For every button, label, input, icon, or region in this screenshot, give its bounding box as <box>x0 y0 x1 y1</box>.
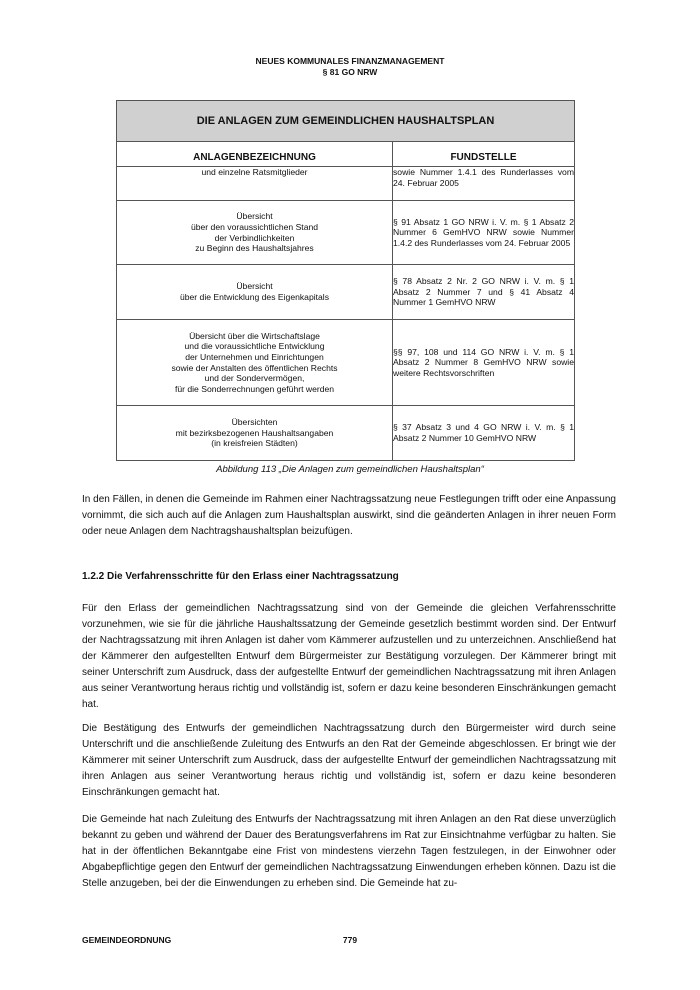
table-title: DIE ANLAGEN ZUM GEMEINDLICHEN HAUSHALTSPLAN <box>117 101 575 142</box>
figure-caption: Abbildung 113 „Die Anlagen zum gemeindlichen Haushaltsplan“ <box>216 464 484 475</box>
designation-cell: Übersicht über die Wirtschaftslage und die voraussichtliche Entwicklung der Unternehmen und Einrichtungen sowie der Anstalten des öffentlichen Rechts und der Sondervermögen, für die Sonderrechnungen geführt werden <box>117 320 393 406</box>
designation-cell: und einzelne Ratsmitglieder <box>117 167 393 201</box>
paragraph-3: Die Bestätigung des Entwurfs der gemeindlichen Nachtragssatzung durch den Bürgermeister wird durch seine Unterschrift und die anschließende Zuleitung des Entwurfs an den Rat der Gemeinde abgeschlossen. Er bringt wie der Kämmerer mit seiner Unterschrift zum Ausdruck, dass der aufgestellte Entwurf der gemeindlichen Nachtragssatzung mit ihren Anlagen aus seiner Verantwortung heraus richtig und vollständig ist, sofern er dazu keine besonderen Einschränkungen gemacht hat. <box>82 723 616 798</box>
reference-cell: § 37 Absatz 3 und 4 GO NRW i. V. m. § 1 Absatz 2 Nummer 10 GemHVO NRW <box>393 406 575 461</box>
section-title: 1.2.2 Die Verfahrensschritte für den Erlass einer Nachtragssatzung <box>82 571 399 582</box>
column-header-designation: ANLAGENBEZEICHNUNG <box>117 142 393 167</box>
reference-cell: sowie Nummer 1.4.1 des Runderlasses vom 24. Februar 2005 <box>393 167 575 201</box>
designation-cell: Übersicht über den voraussichtlichen Stand der Verbindlichkeiten zu Beginn des Haushaltsjahres <box>117 201 393 265</box>
reference-cell: § 78 Absatz 2 Nr. 2 GO NRW i. V. m. § 1 Absatz 2 Nummer 7 und § 41 Absatz 4 Nummer 1 GemHVO NRW <box>393 265 575 320</box>
table-row <box>117 265 575 320</box>
footer-title: GEMEINDEORDNUNG <box>82 935 172 945</box>
column-header-reference: FUNDSTELLE <box>393 142 575 167</box>
page-header <box>0 56 700 78</box>
annex-table <box>116 100 575 461</box>
table-row <box>117 201 575 265</box>
table-row <box>117 167 575 201</box>
reference-cell: §§ 97, 108 und 114 GO NRW i. V. m. § 1 Absatz 2 Nummer 8 GemHVO NRW sowie weitere Rechtsvorschriften <box>393 320 575 406</box>
table-row <box>117 320 575 406</box>
paragraph-2: Für den Erlass der gemeindlichen Nachtragssatzung sind von der Gemeinde die gleichen Verfahrensschritte vorzunehmen, wie sie für die jährliche Haushaltssatzung der Gemeinde gesetzlich bestimmt worden sind. Der Entwurf der Nachtragssatzung mit ihren Anlagen ist daher vom Kämmerer aufzustellen und zu unterzeichnen. Anschließend hat der Kämmerer den aufgestellten Entwurf dem Bürgermeister zur Bestätigung vorzulegen. Der Kämmerer bringt mit seiner Unterschrift zum Ausdruck, dass der aufgestellte Entwurf der gemeindlichen Nachtragssatzung mit ihren Anlagen aus seiner Verantwortung heraus richtig und vollständig ist, sofern er dazu keine besonderen Einschränkungen gemacht hat. <box>82 603 616 710</box>
reference-cell: § 91 Absatz 1 GO NRW i. V. m. § 1 Absatz 2 Nummer 6 GemHVO NRW sowie Nummer 1.4.2 des Runderlasses vom 24. Februar 2005 <box>393 201 575 265</box>
designation-cell: Übersichten mit bezirksbezogenen Haushaltsangaben (in kreisfreien Städten) <box>117 406 393 461</box>
header-title: NEUES KOMMUNALES FINANZMANAGEMENT <box>255 56 445 66</box>
paragraph-1: In den Fällen, in denen die Gemeinde im Rahmen einer Nachtragssatzung neue Festlegungen trifft oder eine Anpassung vornimmt, die sich auch auf die Anlagen zum Haushaltsplan auswirkt, sind die geänderten Anlagen in ihrer neuen Form oder neue Anlagen dem Nachtragshaushaltsplan beizufügen. <box>82 494 616 537</box>
paragraph-4: Die Gemeinde hat nach Zuleitung des Entwurfs der Nachtragssatzung mit ihren Anlagen an den Rat diese unverzüglich bekannt zu geben und während der Dauer des Beratungsverfahrens im Rat zur Einsichtnahme verfügbar zu halten. Sie hat in der öffentlichen Bekanntgabe eine Frist von mindestens vierzehn Tagen festzulegen, in der Einwohner oder Abgabepflichtige gegen den Entwurf der gemeindlichen Nachtragssatzung Einwendungen erheben können. Dazu ist die Stelle anzugeben, bei der die Einwendungen zu erheben sind. Die Gemeinde hat zu- <box>82 814 616 889</box>
designation-cell: Übersicht über die Entwicklung des Eigenkapitals <box>117 265 393 320</box>
header-section: § 81 GO NRW <box>322 67 378 77</box>
table-row <box>117 406 575 461</box>
page-number: 779 <box>342 935 358 945</box>
